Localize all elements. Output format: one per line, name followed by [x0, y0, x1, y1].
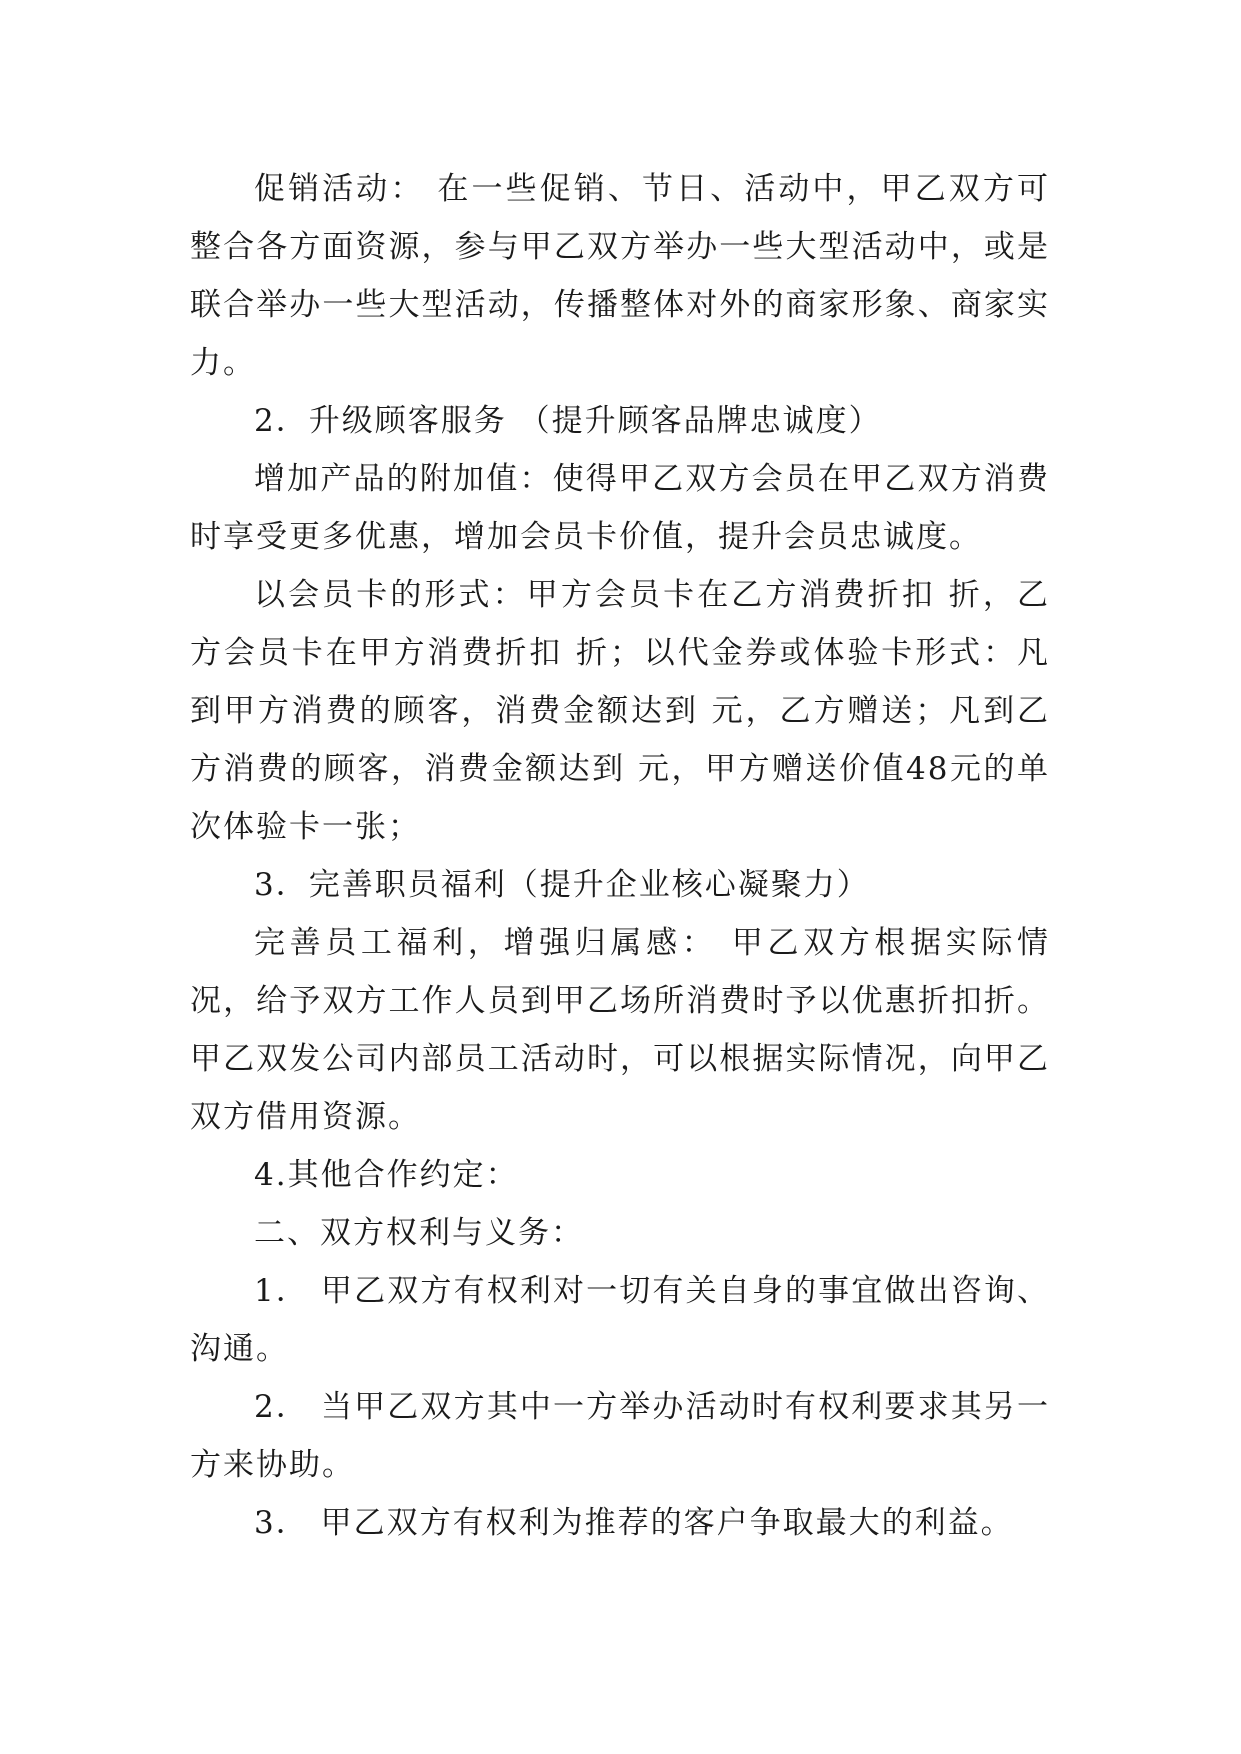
paragraph-staff-benefits: 完善员工福利，增强归属感： 甲乙双方根据实际情况，给予双方工作人员到甲乙场所消费时予以优惠折扣折。甲乙双发公司内部员工活动时，可以根据实际情况，向甲乙双方借用资源。 — [190, 925, 1050, 1135]
heading-other-agreements: 4.其他合作约定： — [254, 1157, 519, 1193]
list-item-right-2: 2． 当甲乙双方其中一方举办活动时有权利要求其另一方来协助。 — [190, 1389, 1050, 1483]
heading-rights-obligations: 二、双方权利与义务： — [254, 1215, 584, 1251]
list-item-right-1: 1． 甲乙双方有权利对一切有关自身的事宜做出咨询、沟通。 — [190, 1273, 1050, 1367]
list-item-right-3: 3． 甲乙双方有权利为推荐的客户争取最大的利益。 — [254, 1505, 1014, 1541]
paragraph-promotion: 促销活动： 在一些促销、节日、活动中，甲乙双方可整合各方面资源，参与甲乙双方举办一些大型活动中，或是联合举办一些大型活动，传播整体对外的商家形象、商家实力。 — [190, 171, 1050, 381]
paragraph-member-card: 以会员卡的形式：甲方会员卡在乙方消费折扣 折，乙方会员卡在甲方消费折扣 折；以代金券或体验卡形式：凡到甲方消费的顾客，消费金额达到 元，乙方赠送；凡到乙方消费的顾客，消费金额达到 元，甲方赠送价值48元的单次体验卡一张； — [190, 577, 1050, 845]
heading-customer-service: 2．升级顾客服务 （提升顾客品牌忠诚度） — [254, 403, 882, 439]
paragraph-added-value: 增加产品的附加值：使得甲乙双方会员在甲乙双方消费时享受更多优惠，增加会员卡价值，提升会员忠诚度。 — [190, 461, 1050, 555]
heading-staff-benefits: 3．完善职员福利（提升企业核心凝聚力） — [254, 867, 870, 903]
document-body — [190, 160, 1050, 1552]
